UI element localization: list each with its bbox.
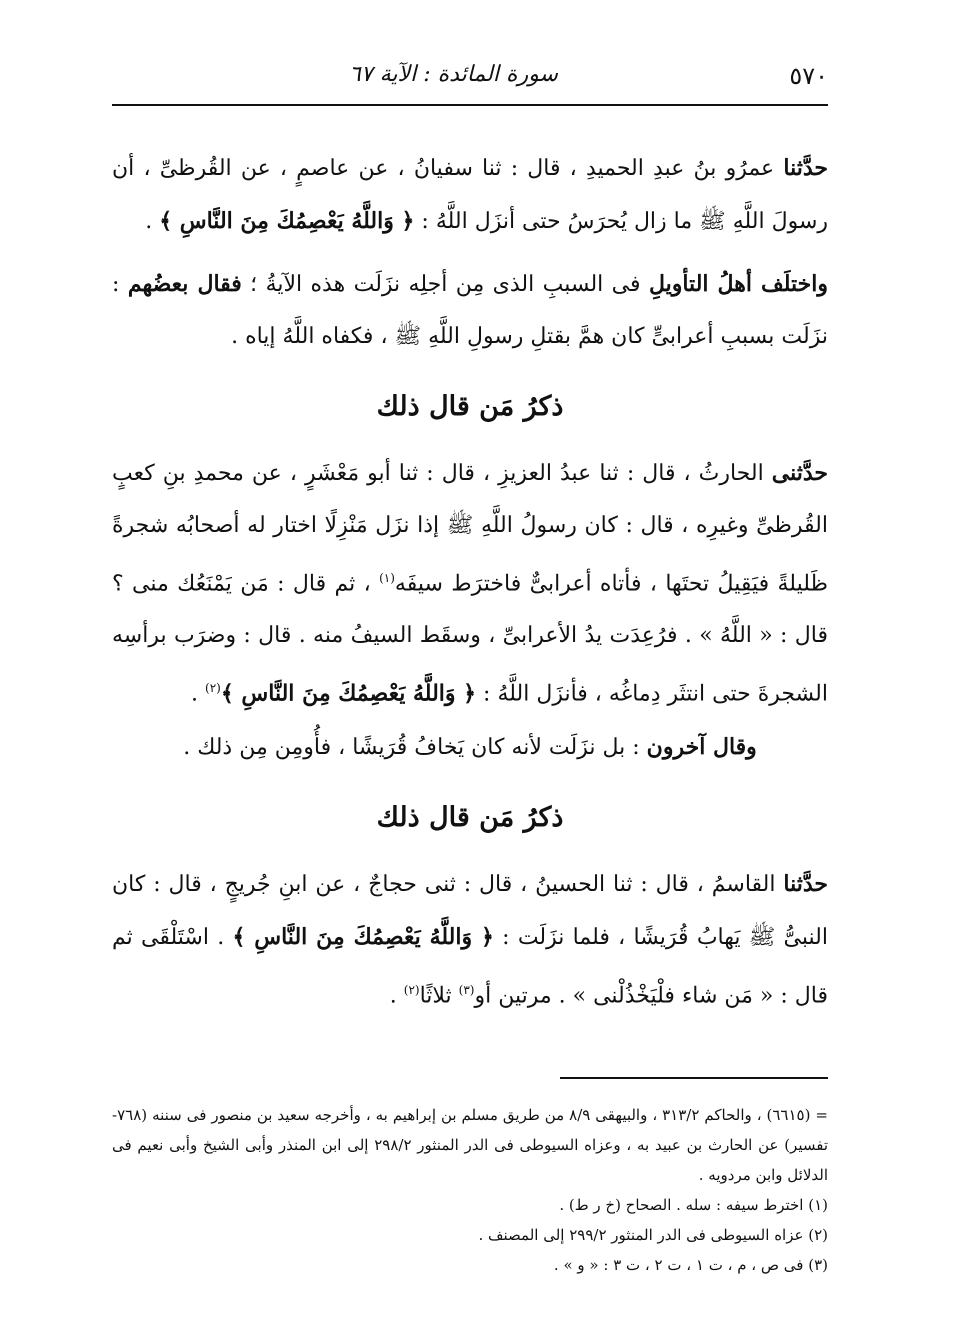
running-title: سورة المائدة : الآية ٦٧ bbox=[349, 62, 558, 87]
footnote-divider bbox=[560, 1077, 828, 1079]
paragraph-text: : بل نزَلَت لأنه كان يَخافُ قُرَيشًا ، فأُومِن مِن ذلك . bbox=[183, 734, 647, 760]
paragraph-2 bbox=[112, 258, 828, 363]
footnote-continued: = (٦٦١٥) ، والحاكم ٣١٣/٢ ، والبيهقى ٨/٩ من طريق مسلم بن إبراهيم به ، وأخرجه سعيد بن منصور فى سننه (٧٦٨- تفسير) عن الحارث بن عبيد به ، وعزاه السيوطى فى الدر المنثور ٢٩٨/٢ إلى ابن المنذر وأبى الشيخ وأبى نعيم فى الدلائل وابن مردويه . bbox=[112, 1106, 828, 1184]
quran-verse: ﴿ وَاللَّهُ يَعْصِمُكَ مِنَ النَّاسِ ﴾ bbox=[232, 923, 494, 950]
paragraph-lead: واختلَف أهلُ التأويلِ bbox=[648, 271, 829, 297]
header-divider bbox=[112, 104, 828, 106]
page-number: ٥٧٠ bbox=[789, 62, 828, 90]
paragraph-text-2: . اسْتَلْقَى ثم قال : « مَن شاء فلْيَخْذُلْنى » . مرتين أو bbox=[112, 924, 828, 1008]
paragraph-end: . bbox=[145, 209, 160, 234]
paragraph-lead: حدَّثنا bbox=[783, 870, 828, 897]
paragraph-lead-2: فقال بعضُهم bbox=[127, 271, 242, 297]
section-heading-1: ذكرُ مَن قال ذلك bbox=[376, 391, 564, 422]
paragraph-4 bbox=[112, 721, 828, 774]
footnote-3: (٣) فى ص ، م ، ت ١ ، ت ٢ ، ت ٣ : « و » . bbox=[553, 1256, 828, 1274]
paragraph-1 bbox=[112, 142, 828, 248]
footnote-ref-3: (٣) bbox=[458, 982, 475, 997]
footnote-1: (١) اخترط سيفه : سله . الصحاح (خ ر ط) . bbox=[559, 1196, 828, 1214]
paragraph-text: القاسمُ ، قال : ثنا الحسينُ ، قال : ثنى حجاجٌ ، عن ابنِ جُريجٍ ، قال : كان النبىُّ ﷺ يَهابُ قُرَيشًا ، فلما نزَلَت : bbox=[112, 871, 828, 950]
section-heading-2: ذكرُ مَن قال ذلك bbox=[376, 801, 564, 833]
footnote-ref-1: (١) bbox=[379, 571, 395, 585]
paragraph-text-2: ، ثم قال : مَن يَمْنَعُك منى ؟ قال : « اللَّهُ » . فرُعِدَت يدُ الأعرابىِّ ، وسقَط السيفُ منه . قال : وضرَب برأسِه الشجرةَ حتى انتثَر دِماغُه ، فأنزَل اللَّهُ : bbox=[112, 571, 828, 707]
quran-verse: ﴿ وَاللَّهُ يَعْصِمُكَ مِنَ النَّاسِ ﴾ bbox=[159, 208, 415, 234]
paragraph-end: . bbox=[389, 982, 404, 1008]
paragraph-lead: حدَّثنى bbox=[771, 460, 828, 486]
paragraph-lead: وقال آخرون bbox=[646, 733, 757, 760]
main-text bbox=[112, 142, 828, 1022]
footnote-ref-2: (٢) bbox=[403, 982, 420, 997]
paragraph-text: فى السببِ الذى مِن أجلِه نزَلَت هذه الآيةُ ؛ bbox=[241, 272, 649, 297]
paragraph-end: . bbox=[191, 681, 206, 707]
quran-verse: ﴿ وَاللَّهُ يَعْصِمُكَ مِنَ النَّاسِ ﴾ bbox=[220, 680, 477, 707]
running-header bbox=[112, 56, 828, 96]
paragraph-text: الحارثُ ، قال : ثنا عبدُ العزيزِ ، قال : ثنا أبو مَعْشَرٍ ، عن محمدِ بنِ كعبٍ القُرظىِّ وغيرِه ، قال : كان رسولُ اللَّهِ ﷺ إذا نزَل مَنْزِلًا اختار له أصحابُه شجرةً ظَليلةً فيَقِيلُ تحتَها ، فأتاه أعرابىٌّ فاخترَط سيفَه bbox=[112, 461, 829, 597]
paragraph-lead: حدَّثنا bbox=[783, 155, 828, 181]
paragraph-3 bbox=[112, 447, 828, 721]
paragraph-text-2: : نزَلَت بسببِ أعرابىٍّ كان همَّ بقتلِ رسولِ اللَّهِ ﷺ ، فكفاه اللَّهُ إياه . bbox=[112, 272, 828, 349]
paragraph-5 bbox=[112, 858, 828, 1022]
footnote-ref-2: (٢) bbox=[205, 681, 221, 696]
footnote-2: (٢) عزاه السيوطى فى الدر المنثور ٢٩٩/٢ إلى المصنف . bbox=[478, 1226, 828, 1244]
paragraph-text: عمرُو بنُ عبدِ الحميدِ ، قال : ثنا سفيانُ ، عن عاصمٍ ، عن القُرظىِّ ، أن رسولَ اللَّهِ ﷺ ما زال يُحرَسُ حتى أنزَل اللَّهُ : bbox=[112, 156, 828, 234]
footnotes bbox=[112, 1100, 828, 1280]
paragraph-text-3: ثلاثًا bbox=[419, 982, 459, 1008]
